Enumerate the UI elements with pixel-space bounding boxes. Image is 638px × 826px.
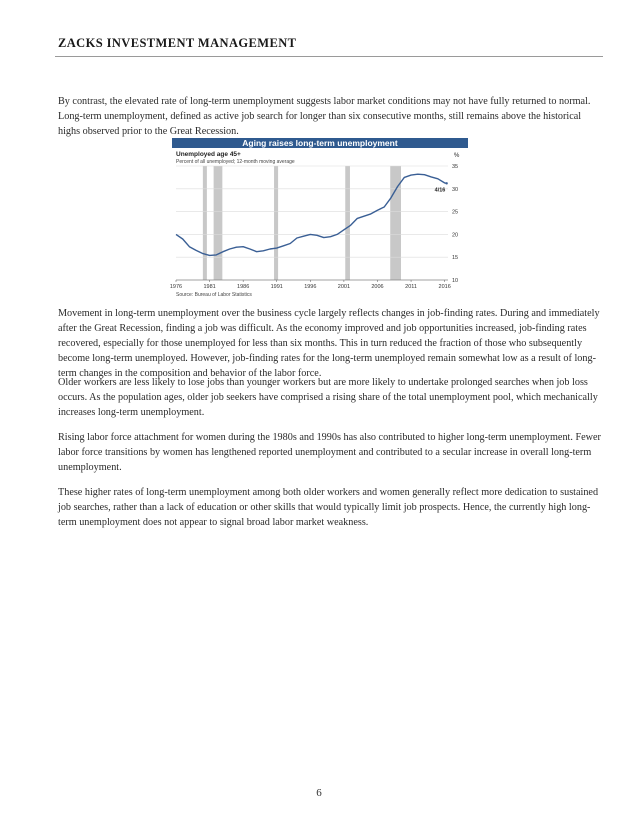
paragraph-job-finding-rates: Movement in long-term unemployment over the business cycle largely reflects changes in job-finding rates. During and immediately after the Great Recession, finding a job was difficult. As the economy improved and job opportunities increased, job-finding rates recovered, especially for those unemployed for less than six months. This in turn reduced the fraction of those who subsequently become long-term unemployed. However, job-finding rates for the long-term unemployed remain somewhat low as a result of long-term changes in the composition and behavior of the labor force. <box>58 308 600 379</box>
recession-band-2 <box>274 166 278 280</box>
x-tick-label-1986: 1986 <box>237 284 250 290</box>
y-tick-label-20: 20 <box>452 232 459 239</box>
x-tick-label-1981: 1981 <box>203 284 216 290</box>
series-endpoint-0 <box>445 182 447 184</box>
paragraph-long-term-unemployment-intro: By contrast, the elevated rate of long-term unemployment suggests labor market conditions may not have fully returned to normal. Long-term unemployment, defined as active job search for longer than six consecutive months, still remains above the historical highs observed prior to the Great Recession. <box>58 96 591 137</box>
page-number: 6 <box>316 787 322 799</box>
y-tick-label-15: 15 <box>452 255 459 262</box>
paragraph-conclusion: These higher rates of long-term unemployment among both older workers and women generally reflect more dedication to sustained job searches, rather than a lack of education or other skills that would typically limit job prospects. Hence, the currently high long-term unemployment does not appear to signal broad labor market weakness. <box>58 487 599 528</box>
chart-title: Aging raises long-term unemployment <box>242 138 398 148</box>
header-divider <box>55 56 603 57</box>
recession-band-3 <box>345 166 350 280</box>
paragraph-older-workers: Older workers are less likely to lose jobs than younger workers but are more likely to undertake prolonged searches when job loss occurs. As the population ages, older job seekers have comprised a rising share of the total unemployment pool, which mechanically increases long-term unemployment. <box>58 377 598 418</box>
chart-plot-area <box>170 164 458 290</box>
chart-annotation: 4/16 <box>434 187 446 194</box>
y-tick-label-35: 35 <box>452 164 459 170</box>
x-tick-label-1991: 1991 <box>270 284 283 290</box>
long-term-unemployment-chart <box>169 138 468 299</box>
chart-subtitle-detail: Percent of all unemployed; 12-month moving average <box>176 159 295 165</box>
paragraph-women-labor-force: Rising labor force attachment for women during the 1980s and 1990s has also contributed to higher long-term unemployment. Fewer labor force transitions by women has lengthened reported unemployment and contributed to a secular increase in overall long-term unemployment. <box>58 432 601 473</box>
x-tick-label-1996: 1996 <box>304 284 317 290</box>
chart-svg <box>169 138 468 299</box>
y-tick-label-30: 30 <box>452 186 459 193</box>
x-tick-label-2001: 2001 <box>337 284 351 290</box>
chart-unit-label: % <box>454 153 460 159</box>
recession-band-1 <box>214 166 223 280</box>
x-tick-label-1976: 1976 <box>169 284 183 290</box>
y-tick-label-10: 10 <box>452 278 459 284</box>
x-tick-label-2016: 2016 <box>438 284 451 290</box>
chart-subtitle: Unemployed age 45+ <box>176 151 241 158</box>
page-header-title: ZACKS INVESTMENT MANAGEMENT <box>58 36 297 50</box>
x-tick-label-2011: 2011 <box>405 284 417 290</box>
x-tick-label-2006: 2006 <box>371 284 384 290</box>
chart-source: Source: Bureau of Labor Statistics <box>176 292 252 298</box>
recession-band-0 <box>203 166 207 280</box>
y-tick-label-25: 25 <box>452 209 459 216</box>
